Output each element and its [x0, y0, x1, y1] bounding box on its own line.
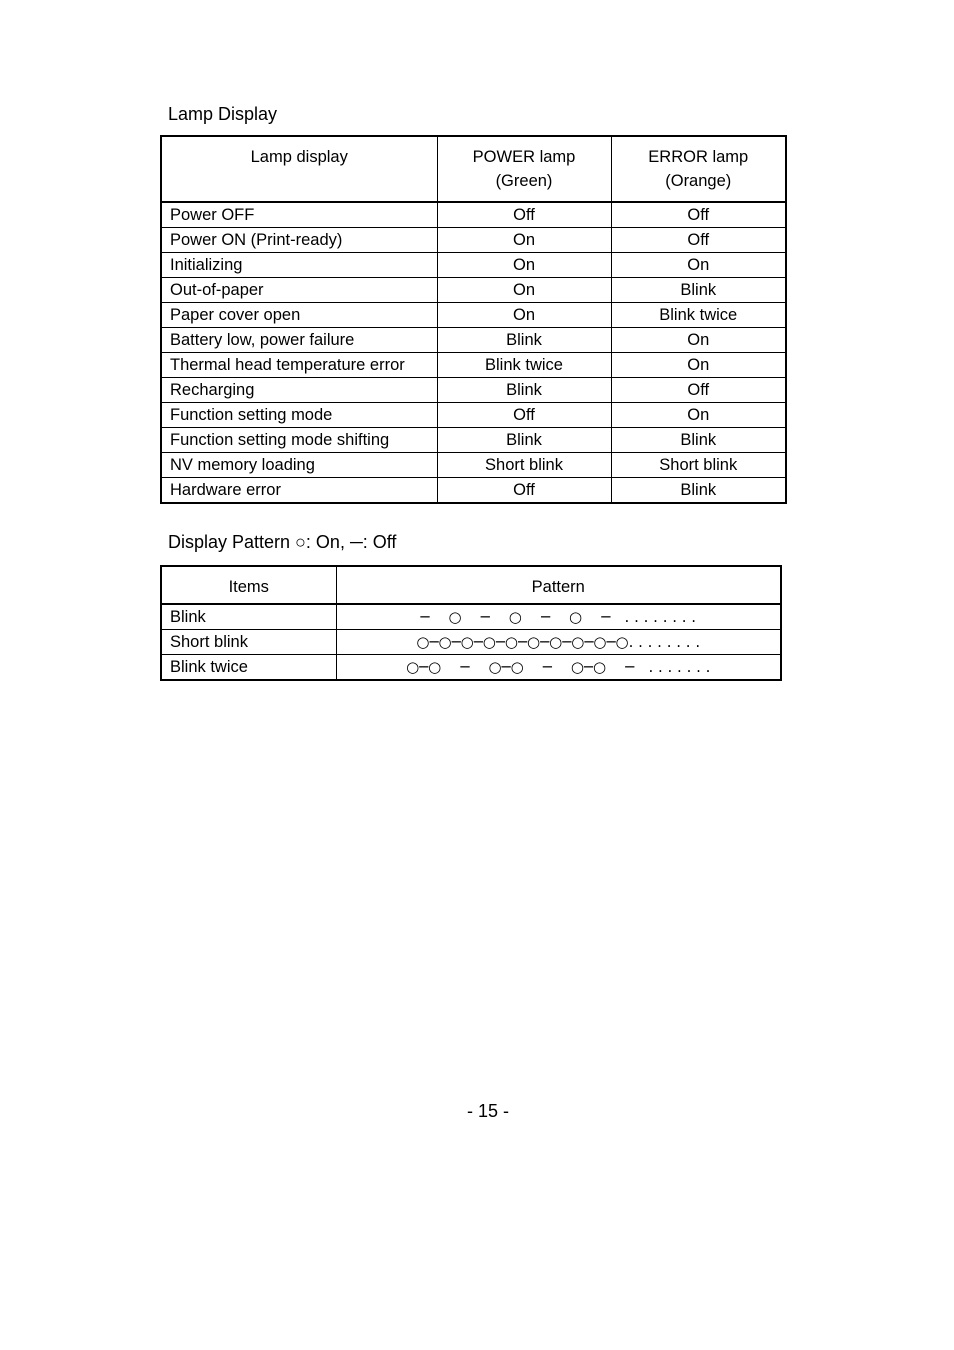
table-row: [161, 253, 786, 278]
power-lamp-cell: Off: [437, 478, 611, 504]
lamp-state-cell: Thermal head temperature error: [161, 353, 437, 378]
error-lamp-cell: On: [611, 328, 786, 353]
lamp-display-column-header: Lamp display: [161, 136, 437, 202]
error-lamp-cell: Blink: [611, 278, 786, 303]
lamp-state-cell: Hardware error: [161, 478, 437, 504]
power-lamp-cell: Off: [437, 202, 611, 228]
power-lamp-cell: On: [437, 303, 611, 328]
table-row: [161, 428, 786, 453]
power-lamp-cell: Off: [437, 403, 611, 428]
display-pattern-table: [160, 565, 782, 681]
table-row: [161, 278, 786, 303]
error-lamp-cell: Off: [611, 202, 786, 228]
pattern-sequence-cell: ○─○ ─ ○─○ ─ ○─○ ─ . . . . . . .: [336, 655, 781, 681]
error-lamp-cell: On: [611, 403, 786, 428]
power-lamp-cell: On: [437, 278, 611, 303]
lamp-state-cell: Power ON (Print-ready): [161, 228, 437, 253]
table-row: [161, 604, 781, 630]
pattern-sequence-cell: ─ ○ ─ ○ ─ ○ ─ . . . . . . . .: [336, 604, 781, 630]
power-lamp-cell: Short blink: [437, 453, 611, 478]
page-number: - 15 -: [466, 1101, 509, 1121]
lamp-display-heading: Lamp Display: [168, 104, 278, 124]
table-row: [161, 655, 781, 681]
table-row: [161, 353, 786, 378]
lamp-state-cell: NV memory loading: [161, 453, 437, 478]
power-lamp-cell: Blink: [437, 428, 611, 453]
items-column-header: Items: [161, 566, 336, 604]
pattern-table-header-row: [161, 566, 781, 604]
error-lamp-cell: Off: [611, 378, 786, 403]
lamp-state-cell: Paper cover open: [161, 303, 437, 328]
power-lamp-cell: Blink twice: [437, 353, 611, 378]
table-row: [161, 303, 786, 328]
pattern-column-header: Pattern: [336, 566, 781, 604]
pattern-item-cell: Short blink: [161, 630, 336, 655]
error-lamp-cell: On: [611, 253, 786, 278]
power-lamp-cell: On: [437, 228, 611, 253]
power-lamp-cell: On: [437, 253, 611, 278]
error-lamp-cell: Blink: [611, 478, 786, 504]
table-row: [161, 378, 786, 403]
table-row: [161, 202, 786, 228]
pattern-item-cell: Blink twice: [161, 655, 336, 681]
table-row: [161, 478, 786, 504]
lamp-state-cell: Initializing: [161, 253, 437, 278]
table-row: [161, 403, 786, 428]
lamp-state-cell: Function setting mode: [161, 403, 437, 428]
lamp-state-cell: Power OFF: [161, 202, 437, 228]
power-lamp-cell: Blink: [437, 378, 611, 403]
error-lamp-column-header: ERROR lamp (Orange): [611, 136, 786, 202]
pattern-item-cell: Blink: [161, 604, 336, 630]
error-lamp-cell: Blink: [611, 428, 786, 453]
error-lamp-cell: Blink twice: [611, 303, 786, 328]
display-pattern-heading: Display Pattern ○: On, ─: Off: [168, 532, 397, 552]
lamp-state-cell: Battery low, power failure: [161, 328, 437, 353]
power-lamp-cell: Blink: [437, 328, 611, 353]
power-lamp-column-header: POWER lamp (Green): [437, 136, 611, 202]
lamp-state-cell: Out-of-paper: [161, 278, 437, 303]
error-lamp-cell: Off: [611, 228, 786, 253]
table-row: [161, 328, 786, 353]
table-row: [161, 228, 786, 253]
lamp-state-cell: Function setting mode shifting: [161, 428, 437, 453]
table-row: [161, 630, 781, 655]
error-lamp-cell: On: [611, 353, 786, 378]
error-lamp-cell: Short blink: [611, 453, 786, 478]
table-row: [161, 453, 786, 478]
pattern-sequence-cell: ○─○─○─○─○─○─○─○─○─○. . . . . . . .: [336, 630, 781, 655]
lamp-state-cell: Recharging: [161, 378, 437, 403]
lamp-table-header-row: [161, 136, 786, 202]
lamp-display-table: [160, 135, 787, 504]
